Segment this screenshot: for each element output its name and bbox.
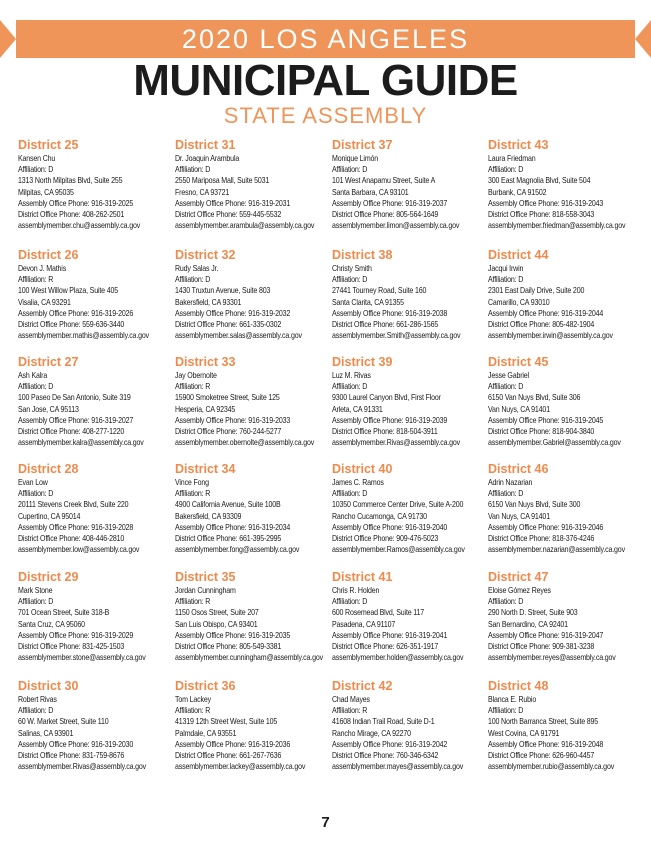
assembly-office-phone: Assembly Office Phone: 916-319-2030	[18, 738, 134, 749]
district-heading: District 42	[332, 679, 393, 693]
district-office-phone: District Office Phone: 559-636-3440	[18, 319, 125, 330]
district-entry	[175, 462, 330, 555]
assembly-office-phone: Assembly Office Phone: 916-319-2036	[175, 738, 291, 749]
district-office-phone: District Office Phone: 805-482-1904	[488, 319, 595, 330]
district-entry	[18, 679, 173, 772]
assembly-office-phone: Assembly Office Phone: 916-319-2033	[175, 414, 291, 425]
district-entry	[488, 355, 643, 448]
affiliation: Affiliation: D	[332, 274, 368, 285]
affiliation: Affiliation: D	[488, 164, 524, 175]
member-name: Rudy Salas Jr.	[175, 263, 219, 273]
district-entry	[18, 462, 173, 555]
email-address[interactable]: assemblymember.rubio@assembly.ca.gov	[488, 761, 615, 772]
address-line-1: 9300 Laurel Canyon Blvd, First Floor	[332, 392, 441, 403]
district-office-phone: District Office Phone: 661-286-1565	[332, 319, 439, 330]
member-name: Laura Friedman	[488, 153, 536, 163]
district-entry	[332, 570, 487, 663]
address-line-2: Camarillo, CA 93010	[488, 296, 550, 307]
address-line-1: 600 Rosemead Blvd, Suite 117	[332, 607, 425, 618]
district-office-phone: District Office Phone: 760-244-5277	[175, 426, 282, 437]
assembly-office-phone: Assembly Office Phone: 916-319-2027	[18, 414, 134, 425]
district-entry	[175, 570, 330, 663]
district-office-phone: District Office Phone: 909-476-5023	[332, 533, 439, 544]
district-heading: District 26	[18, 248, 79, 262]
address-line-2: Bakersfield, CA 93301	[175, 296, 242, 307]
address-line-1: 4900 California Avenue, Suite 100B	[175, 499, 281, 510]
district-entry	[332, 679, 487, 772]
affiliation: Affiliation: D	[488, 381, 524, 392]
address-line-1: 100 North Barranca Street, Suite 895	[488, 716, 599, 727]
district-office-phone: District Office Phone: 408-262-2501	[18, 209, 125, 220]
email-address[interactable]: assemblymember.limon@assembly.ca.gov	[332, 220, 460, 231]
address-line-1: 10350 Commerce Center Drive, Suite A-200	[332, 499, 464, 510]
address-line-2: Hesperia, CA 92345	[175, 403, 236, 414]
district-entry	[175, 679, 330, 772]
district-heading: District 30	[18, 679, 79, 693]
member-name: Jordan Cunningham	[175, 585, 236, 595]
assembly-office-phone: Assembly Office Phone: 916-319-2028	[18, 521, 134, 532]
assembly-office-phone: Assembly Office Phone: 916-319-2029	[18, 629, 134, 640]
address-line-1: 101 West Anapamu Street, Suite A	[332, 175, 436, 186]
member-name: Vince Fong	[175, 477, 209, 487]
district-office-phone: District Office Phone: 805-564-1649	[332, 209, 439, 220]
email-address[interactable]: assemblymember.nazarian@assembly.ca.gov	[488, 544, 625, 555]
assembly-office-phone: Assembly Office Phone: 916-319-2026	[18, 307, 134, 318]
district-heading: District 37	[332, 138, 393, 152]
address-line-2: Cupertino, CA 95014	[18, 510, 81, 521]
member-name: Kansen Chu	[18, 153, 56, 163]
address-line-1: 15900 Smoketree Street, Suite 125	[175, 392, 280, 403]
assembly-office-phone: Assembly Office Phone: 916-319-2048	[488, 738, 604, 749]
assembly-office-phone: Assembly Office Phone: 916-319-2041	[332, 629, 448, 640]
member-name: Devon J. Mathis	[18, 263, 67, 273]
member-name: James C. Ramos	[332, 477, 384, 487]
address-line-2: Pasadena, CA 91107	[332, 618, 396, 629]
email-address[interactable]: assemblymember.lackey@assembly.ca.gov	[175, 761, 306, 772]
district-office-phone: District Office Phone: 818-504-3911	[332, 426, 438, 437]
district-entry	[18, 570, 173, 663]
email-address[interactable]: assemblymember.kalra@assembly.ca.gov	[18, 437, 144, 448]
district-entry	[488, 570, 643, 663]
affiliation: Affiliation: D	[488, 488, 524, 499]
assembly-office-phone: Assembly Office Phone: 916-319-2042	[332, 738, 448, 749]
address-line-2: Santa Clarita, CA 91355	[332, 296, 404, 307]
district-office-phone: District Office Phone: 661-335-0302	[175, 319, 282, 330]
member-name: Ash Kalra	[18, 370, 48, 380]
assembly-office-phone: Assembly Office Phone: 916-319-2025	[18, 197, 134, 208]
email-address[interactable]: assemblymember.Ramos@assembly.ca.gov	[332, 544, 465, 555]
email-address[interactable]: assemblymember.mayes@assembly.ca.gov	[332, 761, 464, 772]
member-name: Jay Obernolte	[175, 370, 217, 380]
assembly-office-phone: Assembly Office Phone: 916-319-2047	[488, 629, 604, 640]
district-entry	[332, 138, 487, 231]
district-heading: District 45	[488, 355, 549, 369]
affiliation: Affiliation: D	[332, 488, 368, 499]
assembly-office-phone: Assembly Office Phone: 916-319-2031	[175, 197, 291, 208]
district-office-phone: District Office Phone: 559-445-5532	[175, 209, 282, 220]
address-line-1: 300 East Magnolia Blvd, Suite 504	[488, 175, 591, 186]
email-address[interactable]: assemblymember.irwin@assembly.ca.gov	[488, 330, 613, 341]
member-name: Christy Smith	[332, 263, 372, 273]
assembly-office-phone: Assembly Office Phone: 916-319-2043	[488, 197, 604, 208]
district-entry	[488, 248, 643, 341]
address-line-1: 6150 Van Nuys Blvd, Suite 300	[488, 499, 581, 510]
email-address[interactable]: assemblymember.cunningham@assembly.ca.gov	[175, 652, 323, 663]
banner-text: 2020 LOS ANGELES	[181, 24, 470, 54]
assembly-office-phone: Assembly Office Phone: 916-319-2032	[175, 307, 291, 318]
address-line-2: Salinas, CA 93901	[18, 727, 74, 738]
address-line-2: Van Nuys, CA 91401	[488, 510, 550, 521]
address-line-2: West Covina, CA 91791	[488, 727, 560, 738]
affiliation: Affiliation: D	[18, 381, 54, 392]
member-name: Chad Mayes	[332, 694, 370, 704]
district-heading: District 47	[488, 570, 549, 584]
district-entry	[18, 355, 173, 448]
district-heading: District 38	[332, 248, 393, 262]
district-grid	[18, 138, 648, 798]
address-line-1: 100 Paseo De San Antonio, Suite 319	[18, 392, 131, 403]
district-entry	[18, 248, 173, 341]
district-heading: District 35	[175, 570, 236, 584]
address-line-1: 1313 North Milpitas Blvd, Suite 255	[18, 175, 123, 186]
address-line-1: 1150 Osos Street, Suite 207	[175, 607, 259, 618]
district-office-phone: District Office Phone: 805-549-3381	[175, 641, 282, 652]
address-line-2: Arleta, CA 91331	[332, 403, 383, 414]
member-name: Jacqui Irwin	[488, 263, 524, 273]
affiliation: Affiliation: R	[175, 705, 211, 716]
district-entry	[18, 138, 173, 231]
affiliation: Affiliation: D	[18, 164, 54, 175]
district-office-phone: District Office Phone: 831-759-8676	[18, 750, 125, 761]
affiliation: Affiliation: D	[332, 381, 368, 392]
district-heading: District 29	[18, 570, 79, 584]
address-line-1: 290 North D. Street, Suite 903	[488, 607, 578, 618]
district-entry	[332, 248, 487, 341]
affiliation: Affiliation: D	[18, 596, 54, 607]
email-address[interactable]: assemblymember.Rivas@assembly.ca.gov	[18, 761, 147, 772]
address-line-2: Santa Cruz, CA 95060	[18, 618, 85, 629]
address-line-1: 6150 Van Nuys Blvd, Suite 306	[488, 392, 581, 403]
district-heading: District 39	[332, 355, 393, 369]
affiliation: Affiliation: R	[175, 488, 211, 499]
address-line-1: 60 W. Market Street, Suite 110	[18, 716, 109, 727]
email-address[interactable]: assemblymember.fong@assembly.ca.gov	[175, 544, 300, 555]
affiliation: Affiliation: D	[488, 596, 524, 607]
district-office-phone: District Office Phone: 408-446-2810	[18, 533, 125, 544]
member-name: Evan Low	[18, 477, 48, 487]
district-office-phone: District Office Phone: 818-904-3840	[488, 426, 595, 437]
email-address[interactable]: assemblymember.arambula@assembly.ca.gov	[175, 220, 315, 231]
district-heading: District 33	[175, 355, 236, 369]
assembly-office-phone: Assembly Office Phone: 916-319-2037	[332, 197, 448, 208]
assembly-office-phone: Assembly Office Phone: 916-319-2039	[332, 414, 448, 425]
district-heading: District 28	[18, 462, 79, 476]
district-entry	[488, 462, 643, 555]
district-office-phone: District Office Phone: 818-558-3043	[488, 209, 595, 220]
district-entry	[332, 462, 487, 555]
email-address[interactable]: assemblymember.stone@assembly.ca.gov	[18, 652, 146, 663]
email-address[interactable]: assemblymember.mathis@assembly.ca.gov	[18, 330, 149, 341]
member-name: Blanca E. Rubio	[488, 694, 537, 704]
address-line-1: 41608 Indian Trail Road, Suite D-1	[332, 716, 435, 727]
email-address[interactable]: assemblymember.reyes@assembly.ca.gov	[488, 652, 616, 663]
district-heading: District 46	[488, 462, 549, 476]
assembly-office-phone: Assembly Office Phone: 916-319-2044	[488, 307, 604, 318]
district-heading: District 36	[175, 679, 236, 693]
address-line-1: 27441 Tourney Road, Suite 160	[332, 285, 427, 296]
member-name: Chris R. Holden	[332, 585, 380, 595]
assembly-office-phone: Assembly Office Phone: 916-319-2038	[332, 307, 448, 318]
district-heading: District 31	[175, 138, 236, 152]
affiliation: Affiliation: R	[175, 381, 211, 392]
district-office-phone: District Office Phone: 661-395-2995	[175, 533, 282, 544]
member-name: Luz M. Rivas	[332, 370, 371, 380]
address-line-1: 20111 Stevens Creek Blvd, Suite 220	[18, 499, 129, 510]
district-heading: District 43	[488, 138, 549, 152]
address-line-1: 41319 12th Street West, Suite 105	[175, 716, 278, 727]
address-line-1: 100 West Willow Plaza, Suite 405	[18, 285, 118, 296]
page-subtitle: STATE ASSEMBLY	[223, 103, 428, 128]
email-address[interactable]: assemblymember.Rivas@assembly.ca.gov	[332, 437, 461, 448]
member-name: Jesse Gabriel	[488, 370, 529, 380]
address-line-2: Van Nuys, CA 91401	[488, 403, 550, 414]
email-address[interactable]: assemblymember.friedman@assembly.ca.gov	[488, 220, 626, 231]
affiliation: Affiliation: D	[488, 274, 524, 285]
email-address[interactable]: assemblymember.Smith@assembly.ca.gov	[332, 330, 461, 341]
affiliation: Affiliation: R	[18, 274, 54, 285]
member-name: Mark Stone	[18, 585, 53, 595]
affiliation: Affiliation: D	[18, 488, 54, 499]
member-name: Monique Limón	[332, 153, 379, 163]
address-line-2: Santa Barbara, CA 93101	[332, 186, 409, 197]
address-line-2: San Luis Obispo, CA 93401	[175, 618, 258, 629]
address-line-2: Burbank, CA 91502	[488, 186, 547, 197]
address-line-2: Fresno, CA 93721	[175, 186, 230, 197]
assembly-office-phone: Assembly Office Phone: 916-319-2045	[488, 414, 604, 425]
affiliation: Affiliation: D	[332, 164, 368, 175]
affiliation: Affiliation: D	[175, 274, 211, 285]
address-line-2: Milpitas, CA 95035	[18, 186, 74, 197]
address-line-1: 1430 Truxtun Avenue, Suite 803	[175, 285, 271, 296]
affiliation: Affiliation: R	[332, 705, 368, 716]
district-entry	[175, 248, 330, 341]
district-heading: District 25	[18, 138, 79, 152]
assembly-office-phone: Assembly Office Phone: 916-319-2046	[488, 521, 604, 532]
assembly-office-phone: Assembly Office Phone: 916-319-2034	[175, 521, 291, 532]
district-heading: District 34	[175, 462, 236, 476]
member-name: Adrin Nazarian	[488, 477, 533, 487]
district-office-phone: District Office Phone: 408-277-1220	[18, 426, 125, 437]
district-heading: District 48	[488, 679, 549, 693]
affiliation: Affiliation: D	[175, 164, 211, 175]
district-entry	[488, 679, 643, 772]
member-name: Dr. Joaquin Arambula	[175, 153, 240, 163]
affiliation: Affiliation: D	[488, 705, 524, 716]
email-address[interactable]: assemblymember.chu@assembly.ca.gov	[18, 220, 141, 231]
member-name: Eloise Gómez Reyes	[488, 585, 551, 595]
email-address[interactable]: assemblymember.low@assembly.ca.gov	[18, 544, 140, 555]
email-address[interactable]: assemblymember.Gabriel@assembly.ca.gov	[488, 437, 621, 448]
district-heading: District 40	[332, 462, 393, 476]
district-heading: District 41	[332, 570, 393, 584]
district-office-phone: District Office Phone: 626-351-1917	[332, 641, 439, 652]
email-address[interactable]: assemblymember.salas@assembly.ca.gov	[175, 330, 302, 341]
email-address[interactable]: assemblymember.obernolte@assembly.ca.gov	[175, 437, 315, 448]
page-number: 7	[321, 814, 330, 831]
member-name: Robert Rivas	[18, 694, 57, 704]
address-line-2: San Bernardino, CA 92401	[488, 618, 568, 629]
district-office-phone: District Office Phone: 818-376-4246	[488, 533, 595, 544]
address-line-1: 701 Ocean Street, Suite 318-B	[18, 607, 110, 618]
assembly-office-phone: Assembly Office Phone: 916-319-2040	[332, 521, 448, 532]
district-heading: District 44	[488, 248, 549, 262]
affiliation: Affiliation: D	[18, 705, 54, 716]
address-line-2: Rancho Mirage, CA 92270	[332, 727, 411, 738]
district-office-phone: District Office Phone: 760-346-6342	[332, 750, 439, 761]
district-entry	[175, 355, 330, 448]
assembly-office-phone: Assembly Office Phone: 916-319-2035	[175, 629, 291, 640]
page-title: MUNICIPAL GUIDE	[133, 56, 518, 105]
address-line-2: Rancho Cucamonga, CA 91730	[332, 510, 427, 521]
address-line-2: Visalia, CA 93291	[18, 296, 71, 307]
header-banner	[0, 20, 651, 58]
address-line-2: Palmdale, CA 93551	[175, 727, 237, 738]
district-heading: District 27	[18, 355, 79, 369]
district-entry	[488, 138, 643, 231]
district-office-phone: District Office Phone: 831-425-1503	[18, 641, 125, 652]
affiliation: Affiliation: D	[332, 596, 368, 607]
district-office-phone: District Office Phone: 909-381-3238	[488, 641, 595, 652]
district-entry	[332, 355, 487, 448]
affiliation: Affiliation: R	[175, 596, 211, 607]
address-line-2: San Jose, CA 95113	[18, 403, 79, 414]
address-line-1: 2301 East Daily Drive, Suite 200	[488, 285, 585, 296]
address-line-2: Bakersfield, CA 93309	[175, 510, 242, 521]
district-entry	[175, 138, 330, 231]
member-name: Tom Lackey	[175, 694, 211, 704]
address-line-1: 2550 Mariposa Mall, Suite 5031	[175, 175, 270, 186]
district-office-phone: District Office Phone: 626-960-4457	[488, 750, 595, 761]
district-office-phone: District Office Phone: 661-267-7636	[175, 750, 282, 761]
email-address[interactable]: assemblymember.holden@assembly.ca.gov	[332, 652, 464, 663]
district-heading: District 32	[175, 248, 236, 262]
